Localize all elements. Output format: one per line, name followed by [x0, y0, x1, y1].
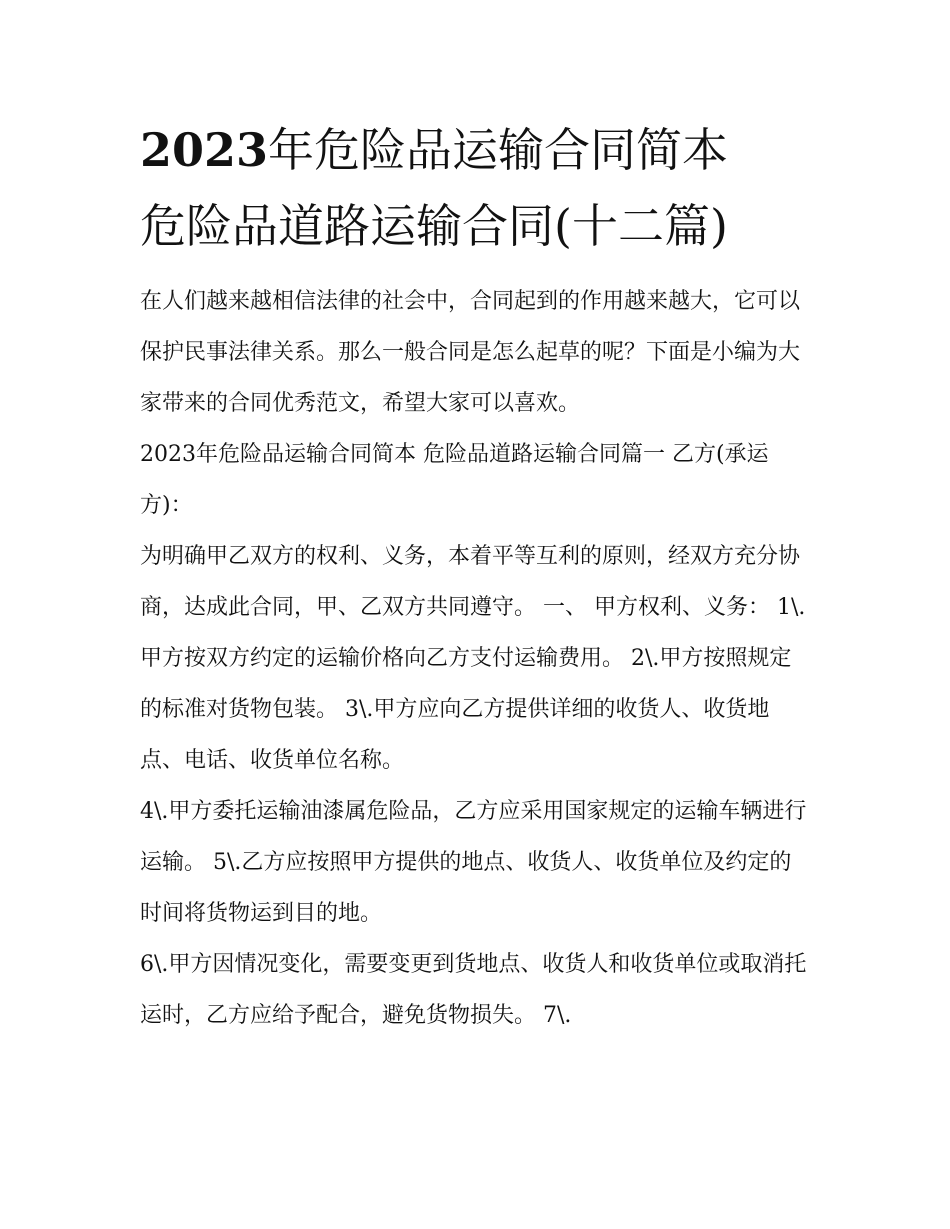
document-body — [140, 276, 812, 1041]
paragraph-clause-4-5: 4\.甲方委托运输油漆属危险品，乙方应采用国家规定的运输车辆进行运输。 5\.乙方应按照甲方提供的地点、收货人、收货单位及约定的时间将货物运到目的地。 — [140, 799, 807, 926]
paragraph-clause-6-7: 6\.甲方因情况变化，需要变更到货地点、收货人和收货单位或取消托运时，乙方应给予配合，避免货物损失。 7\. — [140, 952, 807, 1028]
title-line-1 — [140, 112, 840, 188]
title-line-2: 危险品道路运输合同(十二篇) — [140, 199, 728, 253]
paragraph-clause-1-3: 甲方按双方约定的运输价格向乙方支付运输费用。 2\.甲方按照规定的标准对货物包装。 3\.甲方应向乙方提供详细的收货人、收货地点、电话、收货单位名称。 — [140, 646, 792, 773]
title-line-1-text: 年危险品运输合同简本 — [268, 123, 729, 177]
title-year: 2023 — [140, 123, 269, 177]
document-title — [140, 112, 840, 264]
paragraph-heading: 2023年危险品运输合同简本 危险品道路运输合同篇一 乙方(承运方)： — [140, 442, 769, 518]
paragraph-purpose: 为明确甲乙双方的权利、义务，本着平等互利的原则，经双方充分协商，达成此合同，甲、乙双方共同遵守。 一、 甲方权利、义务： 1\. — [140, 544, 806, 620]
paragraph-intro: 在人们越来越相信法律的社会中，合同起到的作用越来越大，它可以保护民事法律关系。那么一般合同是怎么起草的呢？下面是小编为大家带来的合同优秀范文，希望大家可以喜欢。 — [140, 289, 801, 416]
